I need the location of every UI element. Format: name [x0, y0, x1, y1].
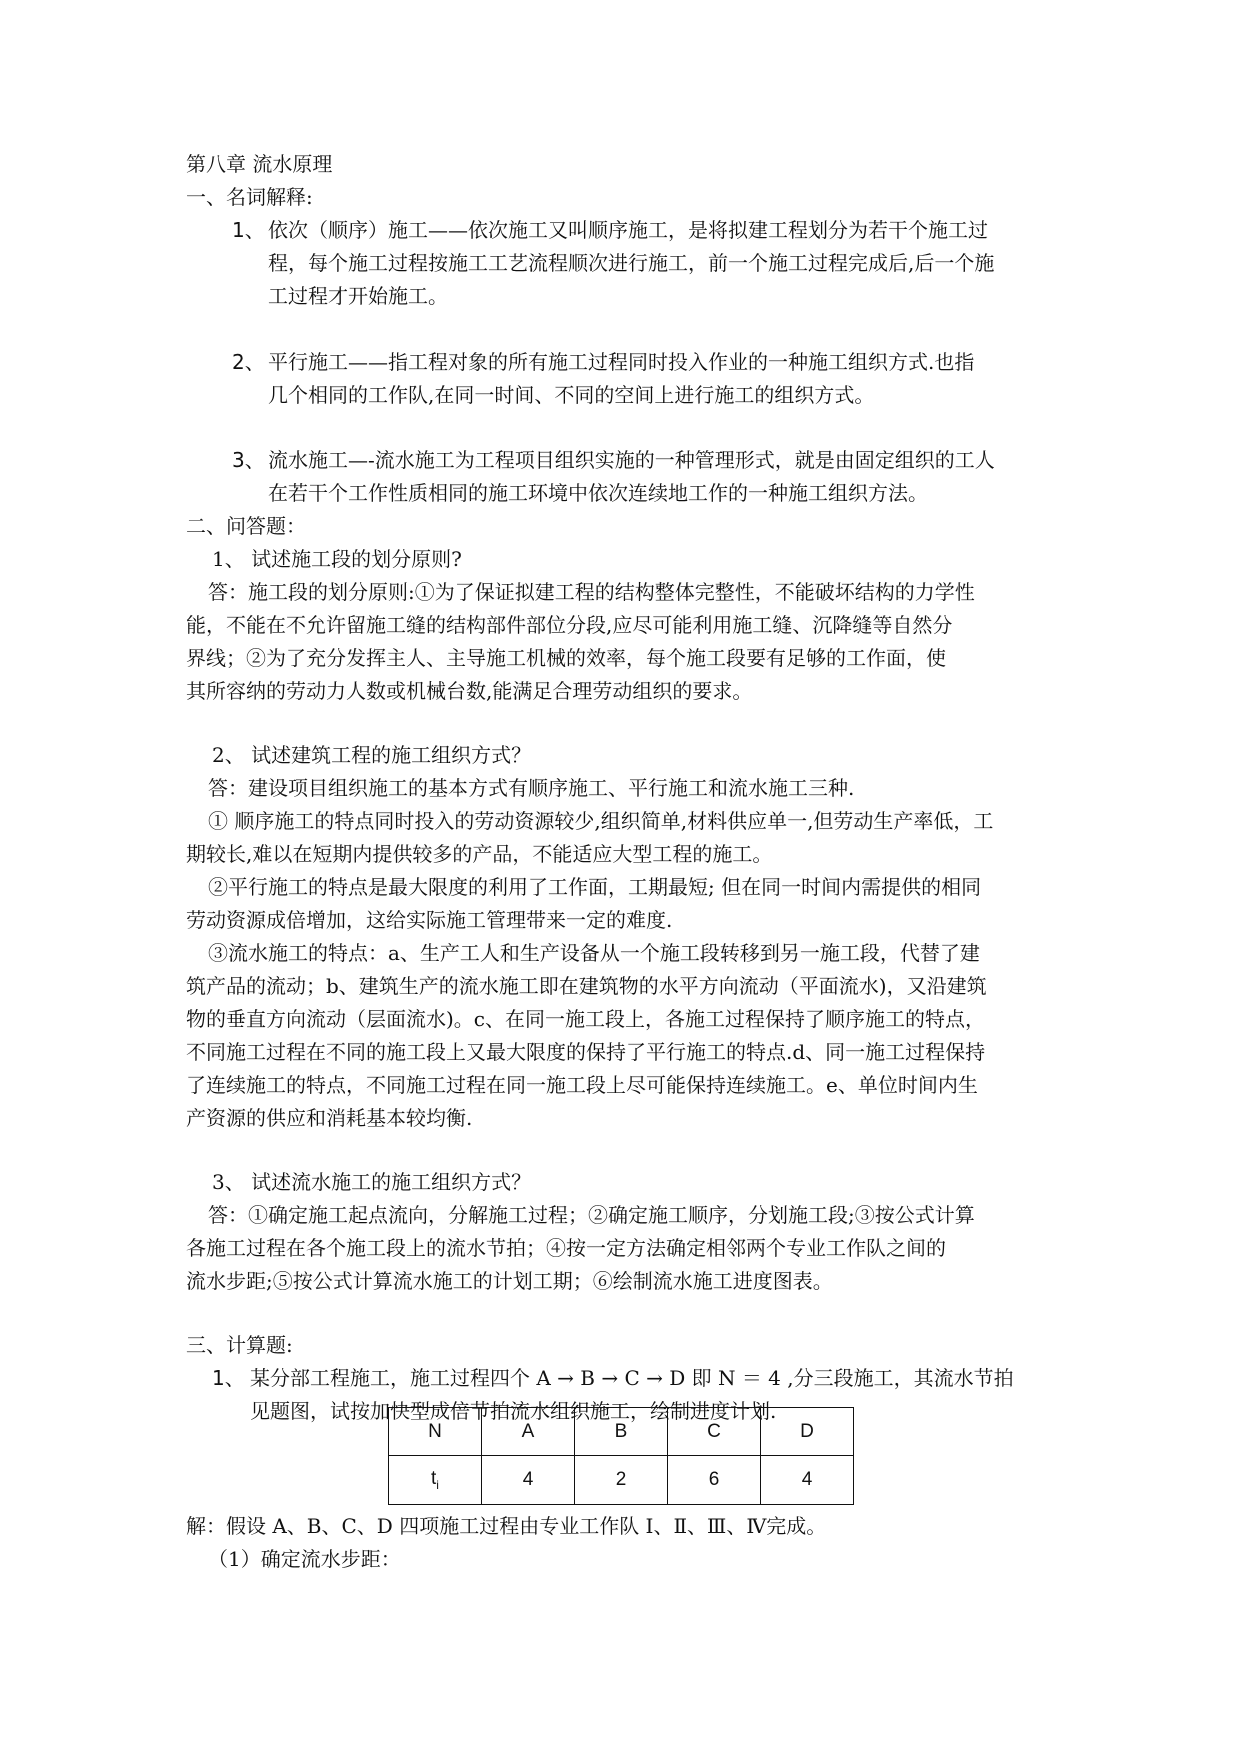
q3-question: 3、 试述流水施工的施工组织方式？: [212, 1170, 532, 1194]
q2-answer-line11: 产资源的供应和消耗基本较均衡.: [186, 1106, 473, 1130]
item1-line2: 程，每个施工过程按施工工艺流程顺次进行施工，前一个施工过程完成后,后一个施: [268, 251, 995, 275]
problem-line1: 某分部工程施工，施工过程四个 A → B → C → D 即 N ＝ 4 ,分三段施工，其流水节拍: [250, 1366, 1014, 1390]
q3-answer-line1: 答：①确定施工起点流向，分解施工过程；②确定施工顺序，分划施工段;③按公式计算: [208, 1203, 975, 1227]
q1-answer-line4: 其所容纳的劳动力人数或机械台数,能满足合理劳动组织的要求。: [186, 679, 753, 703]
q2-answer-line5: 劳动资源成倍增加，这给实际施工管理带来一定的难度.: [186, 908, 673, 932]
item3-line1: 流水施工—-流水施工为工程项目组织实施的一种管理形式，就是由固定组织的工人: [268, 448, 995, 472]
step1-line: （1）确定流水步距：: [208, 1547, 401, 1571]
item2-line2: 几个相同的工作队,在同一时间、不同的空间上进行施工的组织方式。: [268, 383, 875, 407]
q2-answer-line9: 不同施工过程在不同的施工段上又最大限度的保持了平行施工的特点.d、同一施工过程保持: [186, 1040, 986, 1064]
q2-answer-line6: ③流水施工的特点：a、生产工人和生产设备从一个施工段转移到另一施工段，代替了建: [208, 941, 980, 965]
chapter-title: 第八章 流水原理: [186, 152, 333, 176]
q1-answer-line2: 能，不能在不允许留施工缝的结构部件部位分段,应尽可能利用施工缝、沉降缝等自然分: [186, 613, 953, 637]
q2-answer-line8: 物的垂直方向流动（层面流水)。c、在同一施工段上，各施工过程保持了顺序施工的特点，: [186, 1007, 986, 1031]
problem-number: 1、: [212, 1366, 245, 1390]
item3-line2: 在若干个工作性质相同的施工环境中依次连续地工作的一种施工组织方法。: [268, 481, 928, 505]
table-cell: 2: [575, 1456, 668, 1505]
table-cell: N: [389, 1408, 482, 1456]
row-label-t: t: [431, 1468, 437, 1490]
table-cell: B: [575, 1408, 668, 1456]
table-cell: 4: [761, 1456, 854, 1505]
q2-answer-line4: ②平行施工的特点是最大限度的利用了工作面，工期最短; 但在同一时间内需提供的相同: [208, 875, 982, 899]
problem-line2: 见题图，试按加快型成倍节拍流水组织施工，绘制进度计划.: [250, 1399, 777, 1423]
q1-answer-line1: 答：施工段的划分原则:①为了保证拟建工程的结构整体完整性，不能破坏结构的力学性: [208, 580, 975, 604]
table-cell: D: [761, 1408, 854, 1456]
table-cell: 6: [668, 1456, 761, 1505]
section3-heading: 三、计算题:: [186, 1333, 293, 1357]
section1-heading: 一、名词解释:: [186, 185, 313, 209]
section2-heading: 二、问答题：: [186, 514, 306, 538]
rhythm-table: [388, 1407, 854, 1505]
q2-answer-line3: 期较长,难以在短期内提供较多的产品，不能适应大型工程的施工。: [186, 842, 773, 866]
q3-answer-line2: 各施工过程在各个施工段上的流水节拍；④按一定方法确定相邻两个专业工作队之间的: [186, 1236, 946, 1260]
table-header-row: [389, 1408, 854, 1456]
item2-line1: 平行施工——指工程对象的所有施工过程同时投入作业的一种施工组织方式.也指: [268, 350, 975, 374]
q1-question: 1、 试述施工段的划分原则?: [212, 547, 462, 571]
item3-number: 3、: [232, 448, 265, 472]
q2-answer-line10: 了连续施工的特点，不同施工过程在同一施工段上尽可能保持连续施工。e、单位时间内生: [186, 1073, 978, 1097]
q2-answer-line1: 答：建设项目组织施工的基本方式有顺序施工、平行施工和流水施工三种.: [208, 776, 855, 800]
q2-answer-line7: 筑产品的流动；b、建筑生产的流水施工即在建筑物的水平方向流动（平面流水)，又沿建筑: [186, 974, 987, 998]
solution-line: 解：假设 A、B、C、D 四项施工过程由专业工作队 Ⅰ、Ⅱ、Ⅲ、Ⅳ完成。: [186, 1514, 827, 1538]
q2-question: 2、 试述建筑工程的施工组织方式？: [212, 743, 532, 767]
item1-line1: 依次（顺序）施工——依次施工又叫顺序施工，是将拟建工程划分为若干个施工过: [268, 218, 988, 242]
row-label-subscript: i: [436, 1477, 439, 1492]
table-cell: 4: [482, 1456, 575, 1505]
table-row-label: [389, 1456, 482, 1505]
table-cell: A: [482, 1408, 575, 1456]
q3-answer-line3: 流水步距;⑤按公式计算流水施工的计划工期；⑥绘制流水施工进度图表。: [186, 1269, 833, 1293]
item2-number: 2、: [232, 350, 265, 374]
table-row: [389, 1456, 854, 1505]
q2-answer-line2: ① 顺序施工的特点同时投入的劳动资源较少,组织简单,材料供应单一,但劳动生产率低，工: [208, 809, 994, 833]
table-cell: C: [668, 1408, 761, 1456]
item1-line3: 工过程才开始施工。: [268, 284, 448, 308]
item1-number: 1、: [232, 218, 265, 242]
q1-answer-line3: 界线；②为了充分发挥主人、主导施工机械的效率，每个施工段要有足够的工作面，使: [186, 646, 946, 670]
